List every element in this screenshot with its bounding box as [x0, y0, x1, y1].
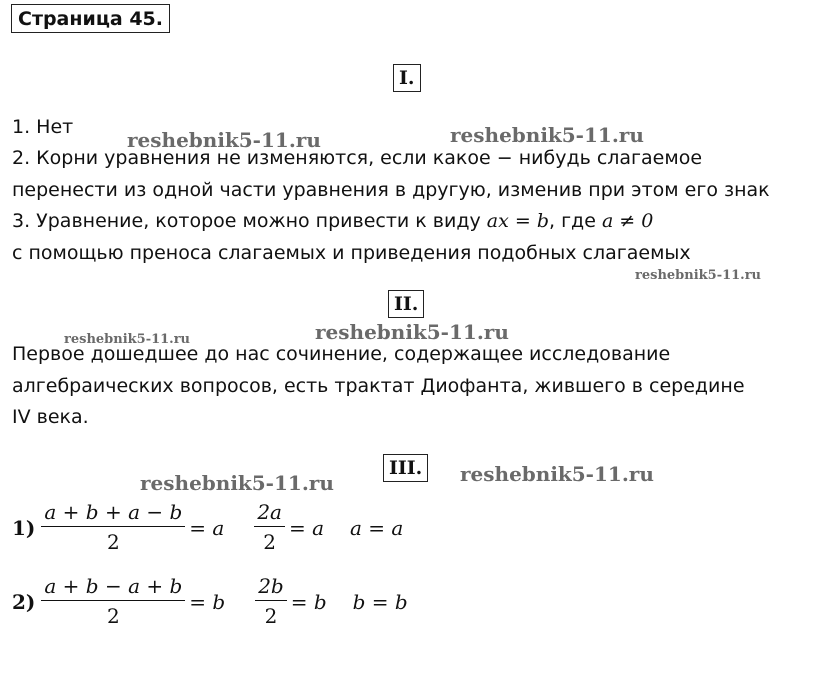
math-equation: ax = b [486, 210, 549, 232]
fraction-denominator: 2 [263, 530, 276, 554]
watermark: reshebnik5-11.ru [450, 123, 644, 147]
watermark: reshebnik5-11.ru [315, 320, 509, 344]
equation-number: 1) [12, 515, 36, 540]
fraction [255, 574, 287, 629]
answer-2-line-2: перенести из одной части уравнения в другую, изменив при этом его знак [12, 179, 770, 201]
fraction-numerator: 2a [254, 500, 285, 527]
equation-rhs: = b [290, 589, 327, 614]
equation-number: 2) [12, 589, 36, 614]
answer-1: 1. Нет [12, 116, 74, 138]
watermark: reshebnik5-11.ru [140, 471, 334, 495]
fraction-denominator: 2 [106, 530, 120, 554]
section-heading-1: I. [393, 64, 421, 92]
watermark: reshebnik5-11.ru [635, 268, 762, 283]
watermark: reshebnik5-11.ru [127, 128, 321, 152]
equation-result: a = a [350, 515, 404, 540]
fraction [41, 574, 185, 629]
history-line-1: Первое дошедшее до нас сочинение, содержащее исследование [12, 343, 671, 365]
page-title: Страница 45. [11, 4, 170, 33]
section-heading-2: II. [388, 290, 424, 318]
equation-1 [12, 500, 403, 555]
answer-3-line-1 [12, 208, 653, 234]
fraction [254, 500, 285, 555]
fraction-numerator: a + b + a − b [41, 500, 185, 527]
fraction-denominator: 2 [106, 604, 120, 628]
answer-2-line-1: 2. Корни уравнения не изменяются, если какое − нибудь слагаемое [12, 147, 703, 169]
section-heading-3: III. [383, 454, 428, 482]
answer-3-text: 3. Уравнение, которое можно привести к виду [12, 210, 481, 232]
fraction-denominator: 2 [264, 604, 278, 628]
fraction-numerator: a + b − a + b [41, 574, 185, 601]
equation-rhs: = b [189, 589, 226, 614]
history-line-2: алгебраических вопросов, есть трактат Диофанта, жившего в середине [12, 375, 745, 397]
equation-result: b = b [352, 589, 408, 614]
math-condition: a ≠ 0 [601, 210, 654, 232]
equation-rhs: = a [189, 515, 225, 540]
fraction-numerator: 2b [255, 574, 287, 601]
fraction [41, 500, 185, 555]
history-line-3: IV века. [12, 406, 89, 428]
answer-3-connector: , где [549, 210, 596, 232]
equation-2 [12, 574, 408, 629]
watermark: reshebnik5-11.ru [64, 332, 191, 347]
equation-rhs: = a [288, 515, 325, 540]
watermark: reshebnik5-11.ru [460, 462, 654, 486]
answer-3-line-2: с помощью преноса слагаемых и приведения подобных слагаемых [12, 242, 691, 264]
